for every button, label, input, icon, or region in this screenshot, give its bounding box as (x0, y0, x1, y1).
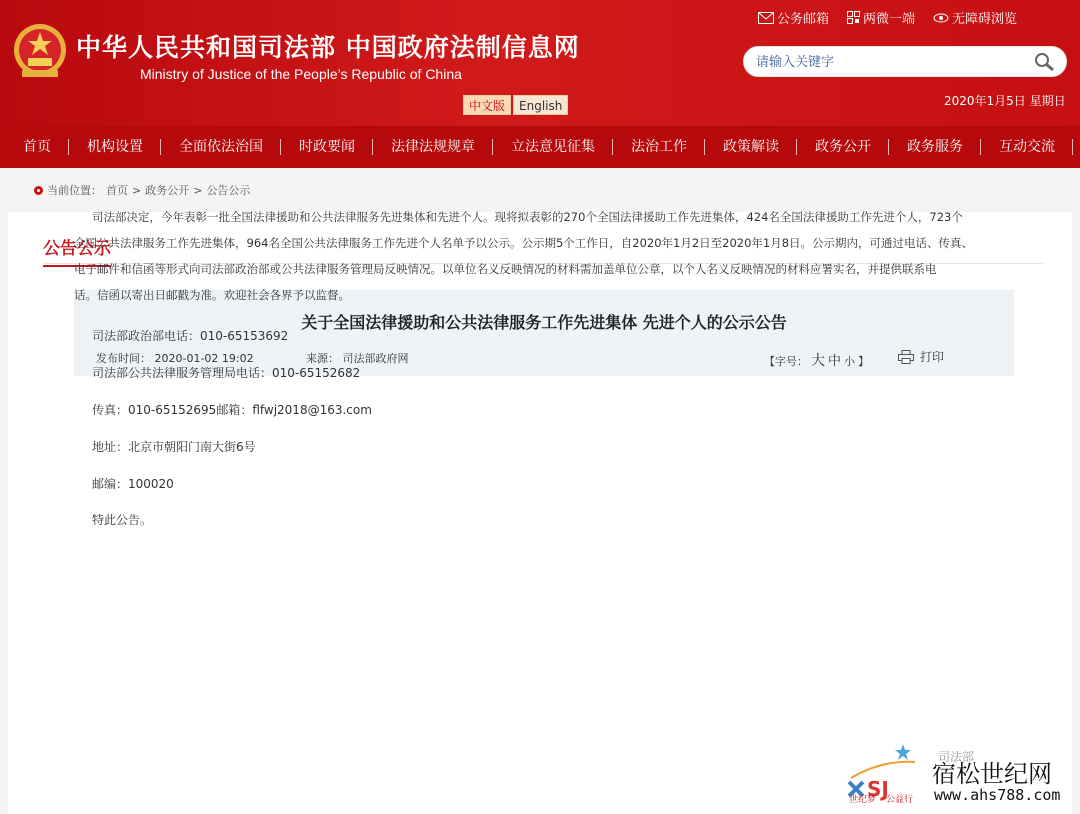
watermark-site-name: 宿松世纪网 (932, 760, 1052, 788)
paragraph-line: 司法部决定，今年表彰一批全国法律援助和公共法律服务先进集体和先进个人。现将拟表彰的270个全国法律援助工作先进集体，424名全国法律援助工作先进个人，723个 (92, 210, 963, 224)
search-icon[interactable] (1034, 52, 1056, 72)
print-label: 打印 (920, 350, 945, 364)
contact-fax-email: 传真：010-65152695邮箱：flfwj2018@163.com (92, 403, 372, 417)
search-input[interactable] (756, 51, 1026, 73)
source-label: 来源： (306, 352, 339, 365)
mail-link-label: 公务邮箱 (777, 12, 830, 27)
nav-item-government-affairs[interactable]: 政务公开 (797, 126, 889, 168)
breadcrumb (34, 182, 250, 198)
search-box (743, 46, 1067, 77)
nav-item-legislation-opinions[interactable]: 立法意见征集 (493, 126, 613, 168)
nav-item-services[interactable]: 政务服务 (889, 126, 981, 168)
section-title: 公告公示 (43, 234, 111, 267)
paragraph-line: 全国公共法律服务工作先进集体，964名全国公共法律服务工作先进个人名单予以公示。公示期5个工作日，自2020年1月2日至2020年1月8日。公示期内，可通过电话、传真、 (74, 236, 974, 250)
wechat-link-label: 两微一端 (863, 12, 916, 27)
breadcrumb-separator: > (132, 183, 142, 197)
mail-icon (758, 12, 774, 24)
location-icon (34, 186, 43, 195)
nav-item-home[interactable]: 首页 (0, 126, 69, 168)
language-switch (463, 95, 568, 115)
contact-address: 地址：北京市朝阳门南大街6号 (92, 440, 256, 454)
top-links (758, 8, 1017, 27)
breadcrumb-item-home[interactable]: 首页 (106, 184, 128, 197)
font-size-medium-button[interactable]: 中 (828, 354, 842, 369)
publish-time-label: 发布时间： (96, 352, 151, 365)
breadcrumb-item-notice[interactable]: 公告公示 (206, 184, 251, 197)
watermark-caption-1: 世纪梦 (849, 795, 877, 805)
font-size-large-button[interactable]: 大 (811, 353, 825, 369)
breadcrumb-label: 当前位置： (47, 184, 102, 197)
signature: 司法部 (938, 750, 975, 764)
contact-political-dept: 司法部政治部电话：010-65153692 (92, 329, 289, 343)
nav-item-legal-work[interactable]: 法治工作 (613, 126, 705, 168)
main-nav (0, 126, 1080, 168)
eye-icon (933, 13, 949, 23)
nav-item-rule-of-law[interactable]: 全面依法治国 (161, 126, 281, 168)
contact-postcode: 邮编：100020 (92, 477, 174, 491)
source-value: 司法部政府网 (342, 352, 409, 365)
font-size-small-button[interactable]: 小 (844, 355, 856, 368)
nav-item-policy[interactable]: 政策解读 (705, 126, 797, 168)
font-size-control (764, 350, 869, 370)
lang-chinese-button[interactable]: 中文版 (463, 95, 511, 115)
nav-item-news[interactable]: 时政要闻 (281, 126, 373, 168)
accessible-link[interactable] (933, 8, 1017, 27)
current-date: 2020年1月5日 星期日 (944, 94, 1066, 108)
font-size-label: 【字号： (764, 355, 808, 368)
nav-item-organization[interactable]: 机构设置 (69, 126, 161, 168)
closing-text: 特此公告。 (92, 513, 153, 527)
watermark-url: www.ahs788.com (934, 786, 1061, 804)
mail-link[interactable] (758, 8, 829, 27)
paragraph-line: 话。信函以寄出日邮戳为准。欢迎社会各界予以监督。 (74, 288, 350, 302)
printer-icon (898, 350, 914, 364)
lang-english-button[interactable]: English (513, 95, 568, 115)
font-size-end: 】 (858, 355, 870, 368)
article-paragraph (68, 204, 1028, 308)
publish-time-value: 2020-01-02 19:02 (154, 352, 254, 365)
watermark-logo-text: SJ (867, 777, 889, 801)
wechat-link[interactable] (847, 8, 915, 27)
print-button[interactable] (898, 348, 944, 365)
contact-legal-service-bureau: 司法部公共法律服务管理局电话：010-65152682 (92, 366, 361, 380)
article-title: 关于全国法律援助和公共法律服务工作先进集体 先进个人的公示公告 (301, 313, 787, 332)
breadcrumb-item-affairs[interactable]: 政务公开 (145, 184, 190, 197)
nav-item-interaction[interactable]: 互动交流 (981, 126, 1073, 168)
national-emblem-icon[interactable] (12, 22, 68, 82)
paragraph-line: 电子邮件和信函等形式向司法部政治部或公共法律服务管理局反映情况。以单位名义反映情况的材料需加盖单位公章，以个人名义反映情况的材料应署实名，并提供联系电 (74, 262, 937, 276)
breadcrumb-separator: > (193, 183, 203, 197)
qrcode-icon (847, 11, 860, 24)
watermark-caption-2: 公益行 (886, 795, 914, 805)
site-subtitle: Ministry of Justice of the People’s Republic of China (140, 66, 462, 82)
site-header (0, 0, 1080, 126)
site-title[interactable]: 中华人民共和国司法部 中国政府法制信息网 (76, 33, 580, 62)
nav-item-laws[interactable]: 法律法规规章 (373, 126, 493, 168)
accessible-link-label: 无障碍浏览 (952, 12, 1018, 27)
